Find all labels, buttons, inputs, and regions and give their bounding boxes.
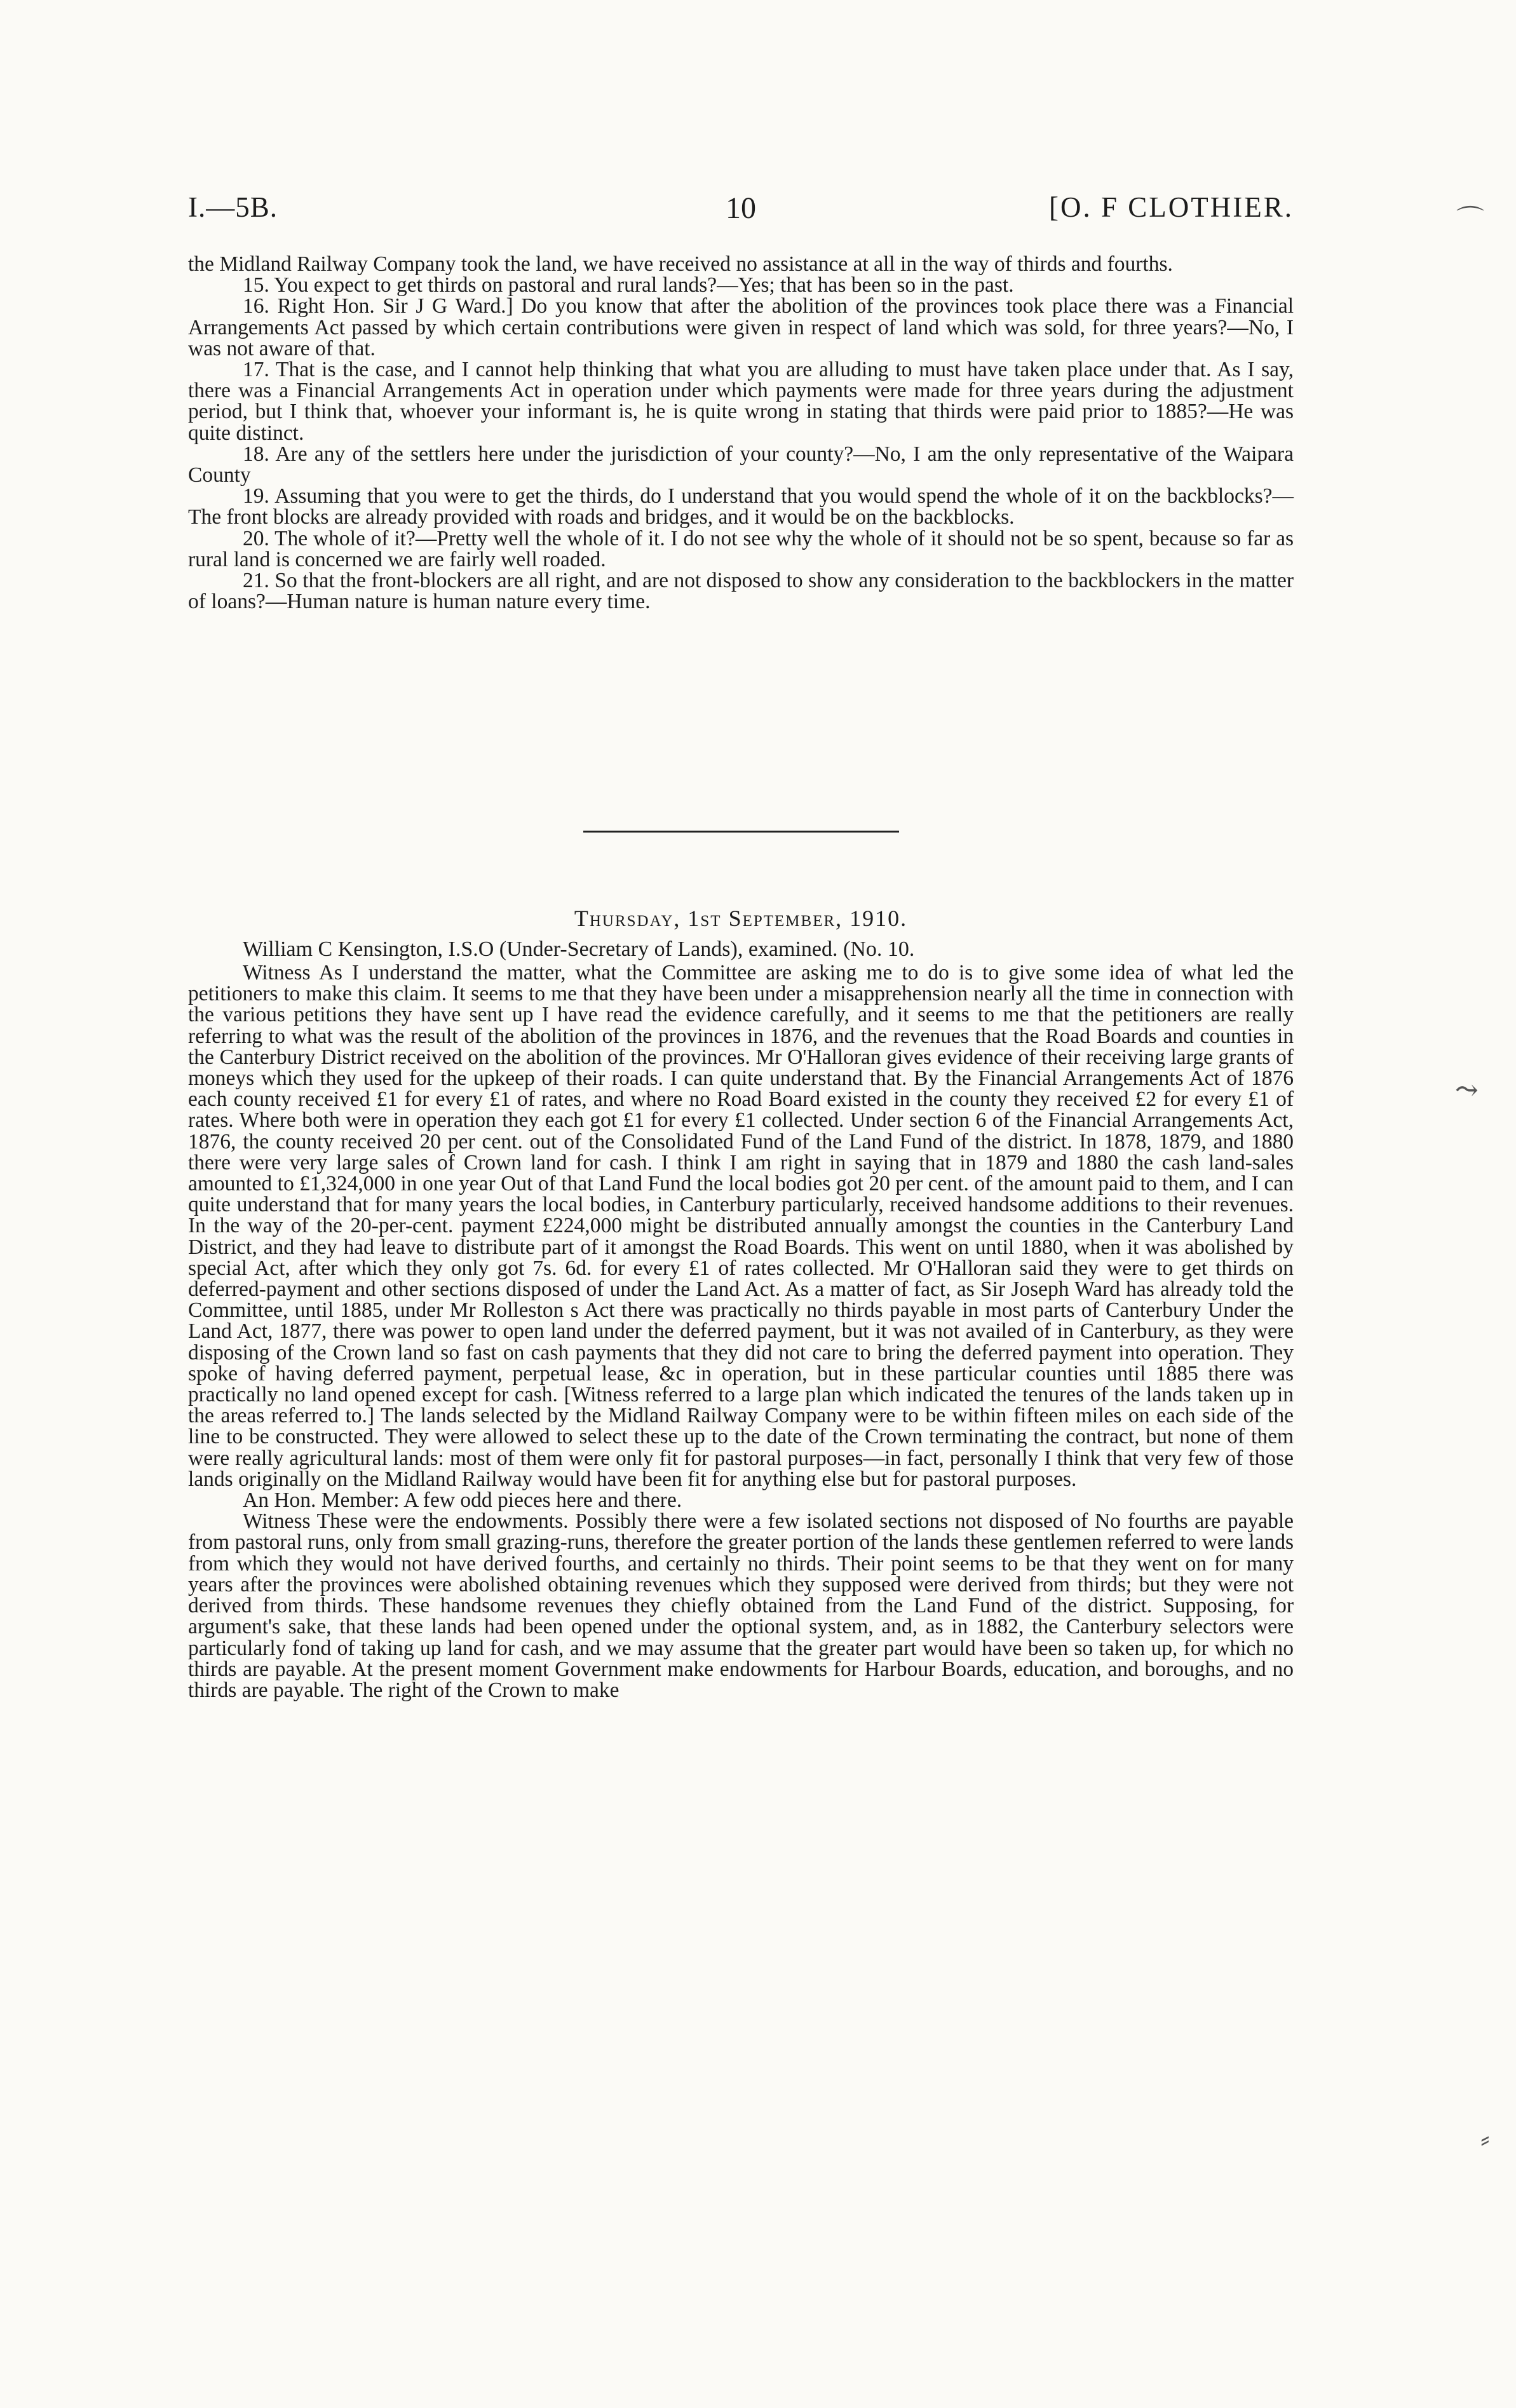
witness-statement-continued: Witness These were the endowments. Possibly there were a few isolated sections not disposed of No fourths are payable from pastoral runs, only from small grazing-runs, therefore the greater portion of the lands these gentlemen referred to were lands from which they would not have derived fourths, and certainly no thirds. Their point seems to be that they went on for many years after the provinces were abolished obtaining revenues which they supposed were derived from thirds; but they were not derived from thirds. These handsome revenues they chiefly obtained from the Land Fund of the district. Supposing, for argument's sake, that these lands had been opened under the optional system, and, as in 1882, the Canterbury selectors were particularly fond of taking up land for cash, and we may assume that the greater part would have been so taken up, for which no thirds are payable. At the present moment Government make endowments for Harbour Boards, education, and boroughs, and no thirds are payable. The right of the Crown to make: [188, 1509, 1294, 1702]
continuation-paragraph: the Midland Railway Company took the land, we have received no assistance at all in the way of thirds and fourths.: [188, 252, 1173, 276]
witness-heading: William C Kensington, I.S.O (Under-Secretary of Lands), examined. (No. 10.: [243, 937, 915, 961]
scan-mark: ⌒: [1456, 205, 1484, 236]
question-16: 16. Right Hon. Sir J G Ward.] Do you know that after the abolition of the provinces took place there was a Financial Arrangements Act passed by which certain contributions were given in respect of land which was sold, for three years?—No, I was not aware of that.: [188, 294, 1294, 360]
question-15: 15. You expect to get thirds on pastoral and rural lands?—Yes; that has been so in the past.: [243, 273, 1014, 297]
paper-reference: I.—5B.: [188, 191, 278, 223]
question-18: 18. Are any of the settlers here under the jurisdiction of your county?—No, I am the only representative of the Waipara County: [188, 442, 1294, 487]
page-header: [188, 191, 1294, 241]
evidence-part-1: [188, 254, 1294, 612]
session-date: Thursday, 1st September, 1910.: [574, 906, 908, 931]
question-20: 20. The whole of it?—Pretty well the whole of it. I do not see why the whole of it should not be so spent, because so far as rural land is concerned we are fairly well roaded.: [188, 526, 1294, 571]
witness-running-head: [O. F CLOTHIER.: [1049, 191, 1294, 223]
page-number: 10: [726, 191, 756, 225]
question-17: 17. That is the case, and I cannot help thinking that what you are alluding to must have taken place under that. As I say, there was a Financial Arrangements Act in operation under which payments were made for three years during the adjustment period, but I think that, whoever your informant is, he is quite wrong in stating that thirds were paid prior to 1885?—He was quite distinct.: [188, 358, 1294, 445]
witness-statement: Witness As I understand the matter, what the Committee are asking me to do is to give some idea of what led the petitioners to make this claim. It seems to me that they have been under a misapprehension nearly all the time in connection with the various petitions they have sent up I have read the evidence carefully, and it seems to me that the petitioners are really referring to what was the result of the abolition of the provinces in 1876, and the revenues that the Road Boards and counties in the Canterbury District received on the abolition of the provinces. Mr O'Halloran gives evidence of their receiving large grants of moneys which they used for the upkeep of their roads. I can quite understand that. By the Financial Arrangements Act of 1876 each county received £1 for every £1 of rates, and where no Road Board existed in the county they received £2 for every £1 of rates. Where both were in operation they each got £1 for every £1 collected. Under section 6 of the Financial Arrangements Act, 1876, the county received 20 per cent. out of the Consolidated Fund of the Land Fund of the district. In 1878, 1879, and 1880 there were very large sales of Crown land for cash. I think I am right in saying that in 1879 and 1880 the cash land-sales amounted to £1,324,000 in one year Out of that Land Fund the local bodies got 20 per cent. of the amount paid to them, and I can quite understand that for many years the local bodies, in Canterbury particularly, received handsome additions to their revenues. In the way of the 20-per-cent. payment £224,000 might be distributed annually amongst the counties in the Canterbury Land District, and they had leave to distribute part of it amongst the Road Boards. This went on until 1880, when it was abolished by special Act, after which they only got 7s. 6d. for every £1 of rates collected. Mr O'Halloran said they were to get thirds on deferred-payment and other sections disposed of under the Land Act. As a matter of fact, as Sir Joseph Ward has already told the Committee, until 1885, under Mr Rolleston s Act there was practically no thirds payable in most parts of Canterbury Under the Land Act, 1877, there was power to open land under the deferred payment, but it was not availed of in Canterbury, as they were disposing of the Crown land so fast on cash payments that they did not care to bring the deferred payment into operation. They spoke of having deferred payment, perpetual lease, &c in operation, but in these particular counties until 1885 there was practically no land opened except for cash. [Witness referred to a large plan which indicated the tenures of the lands taken up in the areas referred to.] The lands selected by the Midland Railway Company were to be within fifteen miles on each side of the line to be constructed. They were allowed to select these up to the date of the Crown terminating the contract, but none of them were really agricultural lands: most of them were only fit for pastoral purposes—in fact, personally I think that very few of those lands originally on the Midland Railway would have been fit for anything else but for pastoral purposes.: [188, 961, 1294, 1491]
question-19: 19. Assuming that you were to get the thirds, do I understand that you would spend the whole of it on the backblocks?—The front blocks are already provided with roads and bridges, and it would be on the backblocks.: [188, 484, 1294, 529]
scan-mark: ⤳: [1455, 1075, 1479, 1106]
scan-mark: ⸗: [1480, 2123, 1490, 2154]
evidence-section-kensington: [188, 905, 1294, 1701]
member-interjection: An Hon. Member: A few odd pieces here and there.: [243, 1488, 682, 1513]
question-21: 21. So that the front-blockers are all right, and are not disposed to show any consideration to the backblockers in the matter of loans?—Human nature is human nature every time.: [188, 569, 1294, 614]
section-divider: [583, 831, 899, 833]
